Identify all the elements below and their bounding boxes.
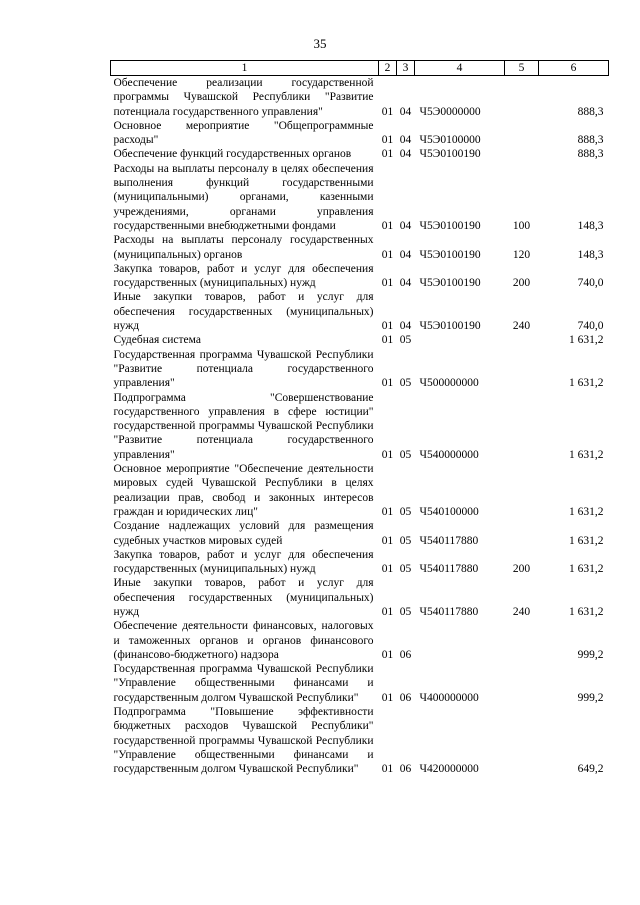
row-amount: 740,0 — [577, 277, 604, 290]
row-name: Основное мероприятие "Обеспечение деятельности мировых судей Чувашской Республики в целях реализации прав, свобод и законных интересов граждан и юридических лиц" — [113, 463, 374, 518]
row-name: Расходы на выплаты персоналу в целях обеспечения выполнения функций государственными (муниципальными) органами, казенными учреждениями, органами управления государственными внебюджетными фондами — [113, 162, 374, 232]
row-section: 01 — [381, 334, 394, 347]
row-target-code: Ч540117880 — [419, 563, 479, 576]
table-row — [111, 119, 609, 148]
row-name: Государственная программа Чувашской Республики "Управление общественными финансами и государственным долгом Чувашской Республики" — [113, 663, 374, 704]
row-target-code: Ч5Э0100190 — [419, 248, 481, 261]
row-target-code: Ч5Э0100190 — [419, 148, 481, 161]
row-name: Основное мероприятие "Общепрограммные расходы" — [113, 119, 374, 147]
table-row — [111, 147, 609, 161]
row-amount: 649,2 — [577, 763, 604, 776]
row-subsection: 04 — [399, 105, 412, 118]
row-expense-type: 200 — [512, 563, 531, 576]
row-amount: 888,3 — [577, 105, 604, 118]
row-name: Обеспечение реализации государственной программы Чувашской Республики "Развитие потенциала государственного управления" — [113, 77, 374, 118]
row-subsection: 04 — [399, 148, 412, 161]
table-row — [111, 662, 609, 705]
row-expense-type: 120 — [512, 248, 531, 261]
row-amount: 1 631,2 — [569, 505, 604, 518]
row-amount: 1 631,2 — [569, 377, 604, 390]
row-target-code: Ч5Э0100190 — [419, 320, 481, 333]
header-col-2: 2 — [379, 61, 397, 76]
header-col-4: 4 — [415, 61, 505, 76]
row-target-code: Ч5Э0100190 — [419, 277, 481, 290]
row-section: 01 — [381, 448, 394, 461]
row-section: 01 — [381, 105, 394, 118]
row-name: Закупка товаров, работ и услуг для обеспечения государственных (муниципальных) нужд — [113, 548, 374, 576]
row-amount: 1 631,2 — [569, 605, 604, 618]
row-section: 01 — [381, 505, 394, 518]
row-amount: 1 631,2 — [569, 563, 604, 576]
budget-table — [110, 60, 609, 777]
row-name: Подпрограмма "Совершенствование государственного управления в сфере юстиции" государственной программы Чувашской Республики "Развитие потенциала государственного управления" — [113, 391, 374, 461]
table-row — [111, 548, 609, 577]
row-subsection: 06 — [399, 691, 412, 704]
table-row — [111, 576, 609, 619]
row-subsection: 04 — [399, 219, 412, 232]
row-expense-type: 200 — [512, 277, 531, 290]
row-subsection: 05 — [399, 563, 412, 576]
row-target-code: Ч540117880 — [419, 605, 479, 618]
table-row — [111, 619, 609, 662]
row-expense-type — [505, 519, 539, 548]
table-row — [111, 391, 609, 462]
row-section: 01 — [381, 648, 394, 661]
row-name: Расходы на выплаты персоналу государственных (муниципальных) органов — [113, 234, 374, 261]
row-target-code: Ч5Э0000000 — [419, 105, 481, 118]
table-row — [111, 705, 609, 776]
row-subsection: 04 — [399, 134, 412, 147]
row-section: 01 — [381, 134, 394, 147]
row-section: 01 — [381, 691, 394, 704]
row-expense-type — [505, 619, 539, 662]
row-expense-type — [505, 333, 539, 347]
row-name: Иные закупки товаров, работ и услуг для обеспечения государственных (муниципальных) нужд — [113, 577, 374, 618]
row-subsection: 05 — [399, 448, 412, 461]
row-expense-type — [505, 147, 539, 161]
row-section: 01 — [381, 605, 394, 618]
row-expense-type — [505, 348, 539, 391]
row-subsection: 05 — [399, 605, 412, 618]
table-row — [111, 233, 609, 262]
row-subsection: 04 — [399, 320, 412, 333]
header-col-5: 5 — [505, 61, 539, 76]
row-subsection: 05 — [399, 377, 412, 390]
row-expense-type: 100 — [512, 219, 531, 232]
header-col-1: 1 — [111, 61, 379, 76]
row-name: Создание надлежащих условий для размещения судебных участков мировых судей — [113, 520, 374, 547]
row-section: 01 — [381, 277, 394, 290]
row-section: 01 — [381, 763, 394, 776]
row-expense-type — [505, 391, 539, 462]
row-subsection: 04 — [399, 248, 412, 261]
table-row — [111, 76, 609, 119]
row-amount: 888,3 — [577, 134, 604, 147]
row-section: 01 — [381, 248, 394, 261]
row-name: Обеспечение деятельности финансовых, налоговых и таможенных органов и органов финансового (финансово-бюджетного) надзора — [113, 620, 374, 661]
table-row — [111, 290, 609, 333]
row-amount: 1 631,2 — [569, 448, 604, 461]
row-section: 01 — [381, 219, 394, 232]
row-name: Обеспечение функций государственных органов — [113, 148, 352, 161]
row-target-code: Ч5Э0100190 — [419, 219, 481, 232]
row-target-code: Ч5Э0100000 — [419, 134, 481, 147]
row-section: 01 — [381, 377, 394, 390]
row-section: 01 — [381, 320, 394, 333]
row-expense-type: 240 — [512, 320, 531, 333]
row-amount: 888,3 — [577, 148, 604, 161]
table-row — [111, 262, 609, 291]
row-target-code — [415, 333, 505, 347]
row-amount: 1 631,2 — [569, 534, 604, 547]
row-name: Судебная система — [113, 334, 201, 347]
table-row — [111, 348, 609, 391]
table-row — [111, 462, 609, 519]
table-row — [111, 162, 609, 233]
row-target-code: Ч540100000 — [419, 505, 479, 518]
row-subsection: 06 — [399, 763, 412, 776]
row-subsection: 05 — [399, 505, 412, 518]
row-target-code: Ч420000000 — [419, 763, 479, 776]
header-col-3: 3 — [397, 61, 415, 76]
row-target-code: Ч400000000 — [419, 691, 479, 704]
row-name: Закупка товаров, работ и услуг для обеспечения государственных (муниципальных) нужд — [113, 262, 374, 290]
row-amount: 148,3 — [577, 219, 604, 232]
row-amount: 999,2 — [577, 648, 604, 661]
row-amount: 1 631,2 — [569, 334, 604, 347]
row-expense-type — [505, 462, 539, 519]
row-target-code — [415, 619, 505, 662]
row-name: Подпрограмма "Повышение эффективности бюджетных расходов Чувашской Республики" государственной программы Чувашской Республики "Управление общественными финансами и государственным долгом Чувашской Республики" — [113, 706, 374, 776]
row-subsection: 06 — [399, 648, 412, 661]
row-target-code: Ч500000000 — [419, 377, 479, 390]
row-section: 01 — [381, 534, 394, 547]
row-target-code: Ч540000000 — [419, 448, 479, 461]
row-amount: 740,0 — [577, 320, 604, 333]
page-number: 35 — [313, 36, 327, 51]
table-row — [111, 333, 609, 347]
table-row — [111, 519, 609, 548]
row-amount: 999,2 — [577, 691, 604, 704]
row-subsection: 05 — [399, 534, 412, 547]
row-expense-type — [505, 662, 539, 705]
table-header-row — [111, 61, 609, 76]
row-section: 01 — [381, 563, 394, 576]
row-expense-type — [505, 76, 539, 119]
row-name: Иные закупки товаров, работ и услуг для обеспечения государственных (муниципальных) нужд — [113, 291, 374, 333]
row-amount: 148,3 — [577, 248, 604, 261]
row-expense-type — [505, 119, 539, 148]
row-expense-type: 240 — [512, 605, 531, 618]
row-name: Государственная программа Чувашской Республики "Развитие потенциала государственного управления" — [113, 348, 374, 390]
row-section: 01 — [381, 148, 394, 161]
row-subsection: 05 — [399, 334, 412, 347]
row-target-code: Ч540117880 — [419, 534, 479, 547]
row-expense-type — [505, 705, 539, 776]
row-subsection: 04 — [399, 277, 412, 290]
header-col-6: 6 — [539, 61, 609, 76]
